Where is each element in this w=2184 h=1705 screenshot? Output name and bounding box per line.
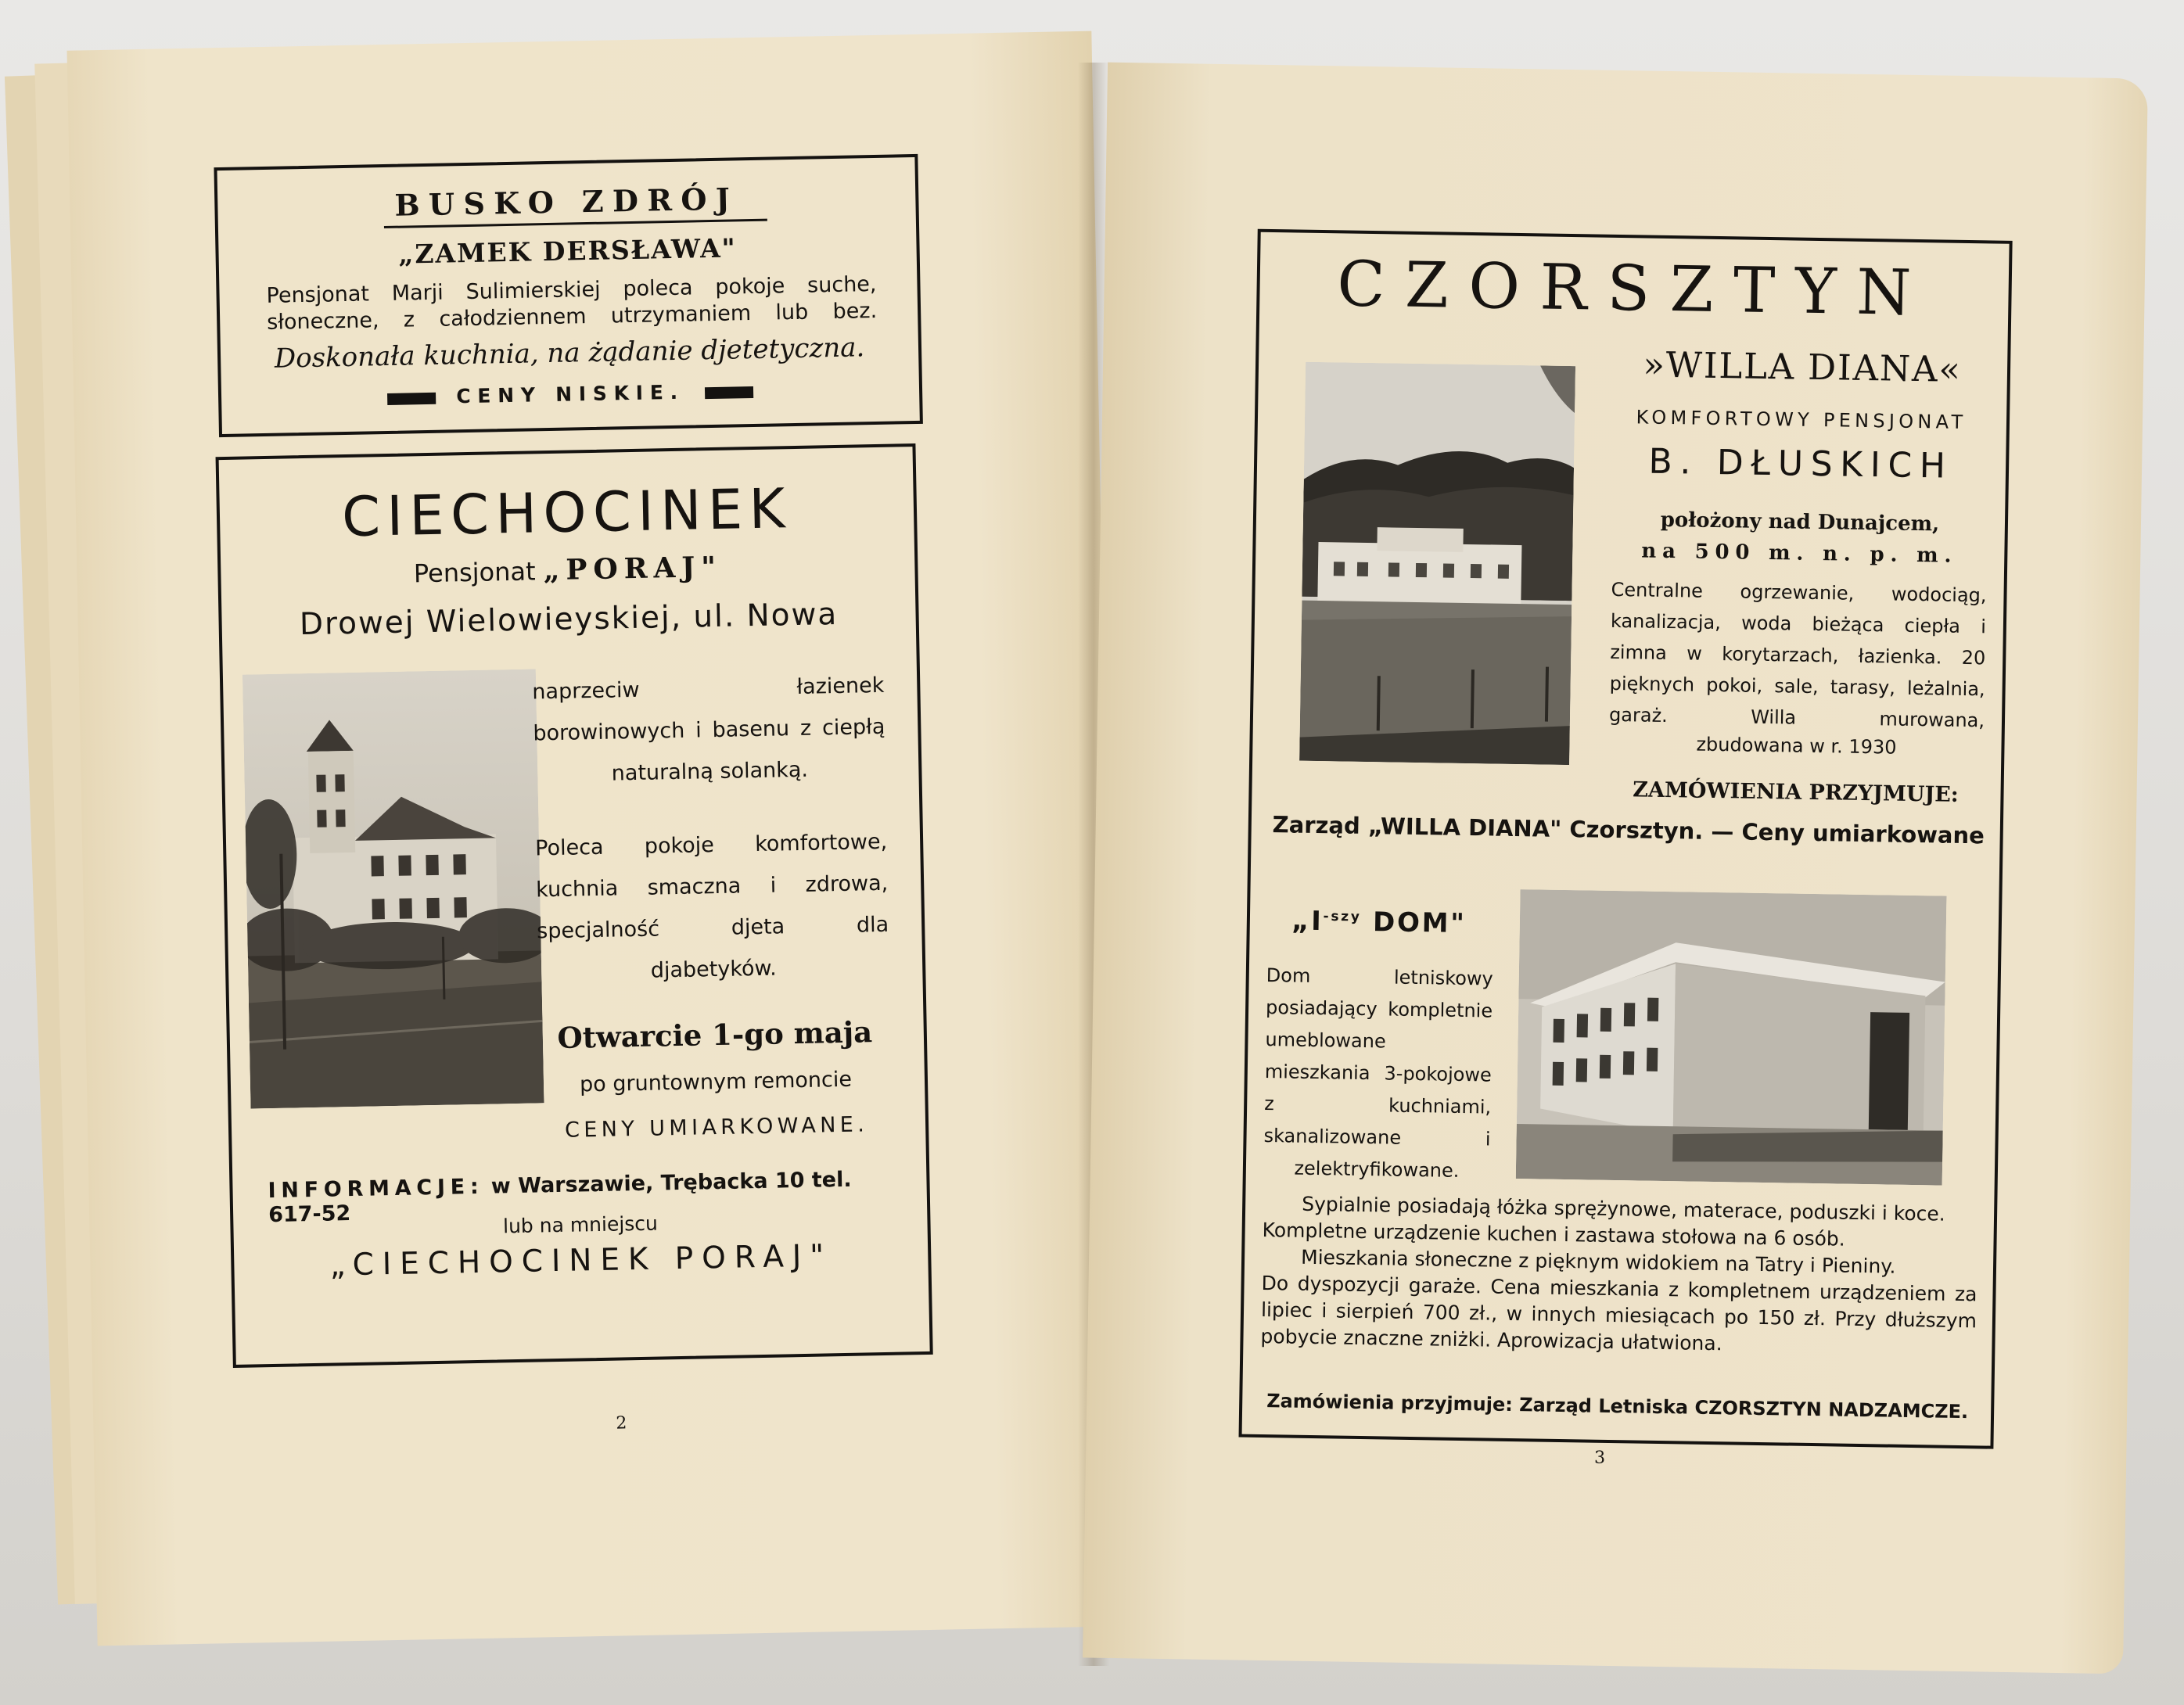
pension-label: Pensjonat <box>413 556 536 589</box>
villa-photo-svg <box>242 669 544 1108</box>
opening-date: Otwarcie 1-go maja <box>557 1014 873 1055</box>
willa-photo-svg <box>1299 362 1575 765</box>
pension-name: „PORAJ" <box>543 550 723 587</box>
busko-subtitle: „ZAMEK DERSŁAWA" <box>398 232 738 270</box>
ciechocinek-ad <box>216 443 933 1368</box>
page-number-left: 2 <box>616 1413 627 1434</box>
busko-title: BUSKO ZDRÓJ <box>394 181 739 223</box>
kitchen-line: Kompletne urządzenie kuchen i zastawa stołowa na 6 osób. <box>1262 1218 1845 1251</box>
dom-suffix: DOM" <box>1361 906 1467 940</box>
ciechocinek-title: CIECHOCINEK <box>341 476 792 550</box>
orders-heading: ZAMÓWIENIA PRZYJMUJE: <box>1633 777 1959 807</box>
first-house-description: Dom letniskowy posiadający kompletnie umeblowane mieszkania 3-pokojowe z kuchniami, skanalizowane i zelektryfikowane. <box>1263 964 1493 1182</box>
house-photo-svg <box>1516 889 1947 1186</box>
pension-owner: B. DŁUSKICH <box>1648 441 1954 486</box>
willa-diana-name: »WILLA DIANA« <box>1643 343 1963 390</box>
right-page <box>1083 63 2148 1674</box>
busko-prices-text: CENY NISKIE. <box>456 380 685 408</box>
decorative-bar <box>705 386 753 399</box>
pension-line <box>221 547 915 593</box>
first-house-title <box>1281 905 1478 939</box>
pension-owner: Drowej Wielowieyskiej, ul. Nowa <box>299 596 839 643</box>
czorsztyn-title: CZORSZTYN <box>1336 247 1932 330</box>
busko-zdroj-ad <box>214 154 922 437</box>
or-local-note: lub na mniejscu <box>502 1211 659 1238</box>
dom-sup: -szy <box>1323 908 1362 925</box>
location-line-2: na 500 m. n. p. m. <box>1641 539 1958 568</box>
czorsztyn-ad <box>1239 229 2013 1449</box>
location-line-1: położony nad Dunajcem, <box>1660 508 1940 537</box>
pension-type: KOMFORTOWY PENSJONAT <box>1636 406 1967 433</box>
left-page <box>67 31 1123 1646</box>
willa-diana-photo <box>1299 362 1575 765</box>
prices-note: CENY UMIARKOWANE. <box>564 1112 869 1143</box>
busko-kitchen-line: Doskonała kuchnia, na żądanie djetetyczna. <box>274 332 865 375</box>
decorative-bar <box>387 392 436 404</box>
info-text: w Warszawie, Trębacka 10 tel. 617-52 <box>268 1167 852 1228</box>
renovation-note: po gruntownym remoncie <box>579 1067 853 1097</box>
ciechocinek-footer: „CIECHOCINEK PORAJ" <box>329 1238 833 1283</box>
built-year: zbudowana w r. 1930 <box>1696 733 1897 759</box>
villa-poraj-photo <box>242 669 544 1108</box>
beds-line: Sypialnie posiadają łóżka sprężynowe, materace, poduszki i koce. <box>1301 1192 1945 1226</box>
first-house-photo <box>1516 889 1947 1186</box>
management-line: Zarząd „WILLA DIANA" Czorsztyn. — Ceny umiarkowane <box>1272 811 1985 849</box>
info-label: INFORMACJE: <box>268 1174 484 1204</box>
offer-paragraph: Poleca pokoje komfortowe, kuchnia smaczna i zdrowa, specjalność djeta dla djabetyków. <box>534 829 889 983</box>
dom-prefix: „I <box>1291 905 1324 938</box>
location-paragraph: naprzeciw łazienek borowinowych i basenu z ciepłą naturalną solanką. <box>532 673 885 786</box>
final-orders-line: Zamówienia przyjmuje: Zarząd Letniska CZORSZTYN NADZAMCZE. <box>1266 1390 1969 1423</box>
busko-prices <box>221 376 919 412</box>
page-number-right: 3 <box>1593 1448 1606 1468</box>
apartment-details <box>1260 1190 1978 1361</box>
price-line: Do dyspozycji garaże. Cena mieszkania z kompletnem urządzeniem za lipiec i sierpień 700 zł., w innych miesiącach po 150 zł. Przy dłuższym pobycie znaczne zniżki. Aprowizacja ułatwiona. <box>1260 1271 1977 1355</box>
view-line: Mieszkania słoneczne z pięknym widokiem na Tatry i Pieniny. <box>1300 1245 1896 1278</box>
busko-description: Pensjonat Marji Sulimierskiej poleca pokoje suche, słoneczne, z całodziennem utrzymaniem lub bez. <box>266 271 878 335</box>
amenities-description: Centralne ogrzewanie, wodociąg, kanalizacja, woda bieżąca ciepła i zimna w korytarzach, łazienka. 20 pięknych pokoi, sale, tarasy, leżalnia, garaż. Willa murowana, <box>1608 578 1987 732</box>
